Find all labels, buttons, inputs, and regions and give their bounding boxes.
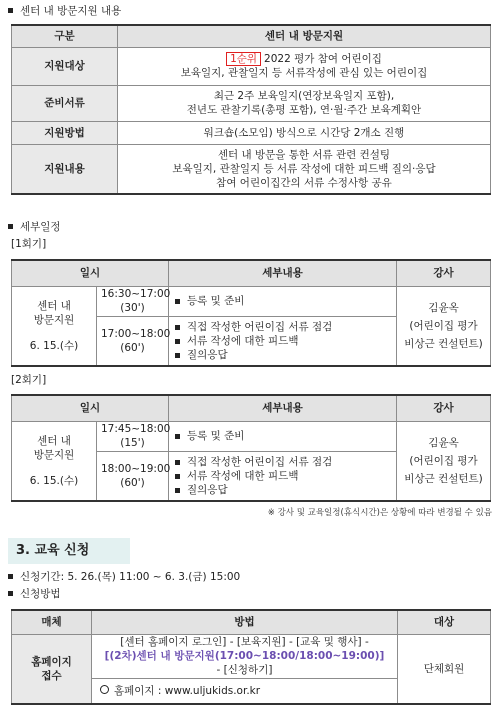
row-label-documents: 준비서류: [12, 85, 118, 121]
session1-slot1-details: [169, 286, 397, 316]
session1-header-instructor: 강사: [397, 260, 491, 286]
session2-slot1-time: 17:45~18:00 (15'): [97, 421, 169, 451]
session2-place-date: 센터 내 방문지원 6. 15.(수): [12, 421, 97, 501]
table3-header-target: 대상: [398, 610, 491, 634]
session1-slot2-time: 17:00~18:00 (60'): [97, 316, 169, 366]
apply-period: 신청기간: 5. 26.(목) 11:00 ~ 6. 3.(금) 15:00: [8, 570, 240, 584]
list-item: 서류 작성에 대한 피드백: [173, 334, 392, 348]
table1-header-row: [12, 25, 491, 47]
session2-table: [11, 394, 491, 502]
table1-row-target: [12, 47, 491, 85]
target-content: 1순위 2022 평가 참여 어린이집 보육일지, 관찰일지 등 서류작성에 관심 있는 어린이집: [118, 47, 491, 85]
list-item: 서류 작성에 대한 피드백: [173, 469, 392, 483]
session1-header-row: [12, 260, 491, 286]
square-bullet-icon: [8, 8, 13, 13]
session1-slot1-row: [12, 286, 491, 316]
target-group: 단체회원: [398, 634, 491, 704]
square-bullet-icon: [8, 591, 13, 596]
method-content: 워크숍(소모임) 방식으로 시간당 2개소 진행: [118, 121, 491, 144]
schedule-change-note: ※ 강사 및 교육일정(휴식시간)은 상황에 따라 변경될 수 있음: [267, 508, 492, 518]
session2-slot1-row: [12, 421, 491, 451]
row-label-target: 지원대상: [12, 47, 118, 85]
media-homepage: 홈페이지 접수: [12, 634, 92, 704]
list-item: 질의응답: [173, 348, 392, 362]
table1-row-contents: [12, 144, 491, 194]
session1-title: [1회기]: [11, 238, 47, 250]
session2-slot1-details: [169, 421, 397, 451]
method-steps: [센터 홈페이지 로그인] - [보육지원] - [교육 및 행사] - [(2차)센터 내 방문지원(17:00~18:00/18:00~19:00)] - [신청하기]: [92, 634, 398, 678]
section2-heading: 세부일정: [8, 220, 61, 234]
table3-header-row: [12, 610, 491, 634]
row-label-contents: 지원내용: [12, 144, 118, 194]
list-item: 질의응답: [173, 483, 392, 497]
session2-title: [2회기]: [11, 374, 47, 386]
list-item: 직접 작성한 어린이집 서류 점검: [173, 455, 392, 469]
table1-row-documents: [12, 85, 491, 121]
support-content-table: [11, 24, 491, 195]
list-item: 등록 및 준비: [173, 294, 392, 308]
square-bullet-icon: [8, 574, 13, 579]
table3-method-row: [12, 634, 491, 678]
row-label-method: 지원방법: [12, 121, 118, 144]
session1-place-date: 센터 내 방문지원 6. 15.(수): [12, 286, 97, 366]
square-bullet-icon: [8, 224, 13, 229]
table1-row-method: [12, 121, 491, 144]
homepage-link-cell: [92, 678, 398, 704]
table3-header-method: 방법: [92, 610, 398, 634]
session2-header-row: [12, 395, 491, 421]
apply-method: 신청방법: [8, 587, 61, 601]
application-table: [11, 609, 491, 705]
circle-bullet-icon: [100, 685, 109, 694]
session1-table: [11, 259, 491, 367]
table1-header-category: 구분: [12, 25, 118, 47]
table1-header-support: 센터 내 방문지원: [118, 25, 491, 47]
documents-content: 최근 2주 보육일지(연장보육일지 포함), 전년도 관찰기록(총평 포함), 연·월·주간 보육계획안: [118, 85, 491, 121]
session1-instructor: 김윤옥 (어린이집 평가 비상근 컨설턴트): [397, 286, 491, 366]
session1-slot2-details: [169, 316, 397, 366]
session2-slot2-details: [169, 451, 397, 501]
session1-slot1-time: 16:30~17:00 (30'): [97, 286, 169, 316]
section1-heading: 센터 내 방문지원 내용: [8, 4, 121, 18]
list-item: 직접 작성한 어린이집 서류 점검: [173, 320, 392, 334]
contents-content: 센터 내 방문을 통한 서류 관련 컨설팅 보육일지, 관찰일지 등 서류 작성에 대한 피드백 질의·응답 참여 어린이집간의 서류 수정사항 공유: [118, 144, 491, 194]
priority-badge: 1순위: [226, 52, 261, 66]
table3-header-media: 매체: [12, 610, 92, 634]
homepage-url[interactable]: 홈페이지 : www.uljukids.or.kr: [114, 684, 261, 697]
list-item: 등록 및 준비: [173, 429, 392, 443]
session2-instructor: 김윤옥 (어린이집 평가 비상근 컨설턴트): [397, 421, 491, 501]
highlighted-menu-item: [(2차)센터 내 방문지원(17:00~18:00/18:00~19:00)]: [104, 650, 385, 662]
section3-title: 3. 교육 신청: [8, 538, 130, 564]
session2-header-datetime: 일시: [12, 395, 169, 421]
session2-slot2-time: 18:00~19:00 (60'): [97, 451, 169, 501]
session1-header-details: 세부내용: [169, 260, 397, 286]
session1-header-datetime: 일시: [12, 260, 169, 286]
session2-header-details: 세부내용: [169, 395, 397, 421]
session2-header-instructor: 강사: [397, 395, 491, 421]
